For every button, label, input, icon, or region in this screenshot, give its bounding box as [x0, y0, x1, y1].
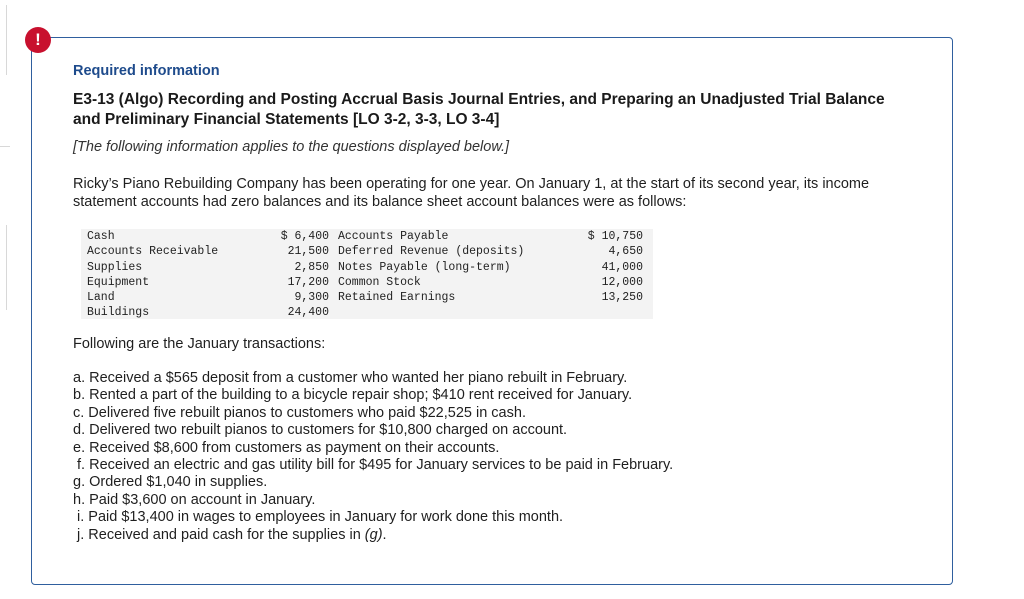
account-amount: 2,850: [294, 260, 329, 274]
transaction-item: d. Delivered two rebuilt pianos to customers for $10,800 charged on account.: [73, 422, 568, 439]
required-information-card: [31, 37, 953, 585]
account-name: Accounts Payable: [338, 230, 449, 243]
intro-paragraph: Ricky’s Piano Rebuilding Company has been operating for one year. On January 1, at the start of its second year, its income statement accounts had zero balances and its balance sheet account balances were as follows:: [73, 176, 870, 210]
account-amount: 13,250: [601, 291, 643, 305]
transaction-reference: (g): [364, 526, 383, 543]
right-account-names: [338, 229, 524, 305]
account-name: Accounts Receivable: [87, 245, 219, 259]
account-amount: 21,500: [287, 245, 329, 259]
account-name: Supplies: [87, 260, 143, 274]
transaction-item: f. Received an electric and gas utility bill for $495 for January services to be paid in February.: [73, 457, 674, 474]
account-amount: 4,650: [608, 245, 643, 259]
left-panel-edge-lower: [0, 225, 7, 310]
account-name: Notes Payable (long-term): [338, 260, 511, 274]
account-amount: 9,300: [294, 291, 329, 305]
account-amount: 12,000: [601, 275, 643, 289]
account-name: Cash: [87, 230, 115, 243]
alert-icon: !: [25, 27, 51, 53]
transaction-text: j. Received and paid cash for the supplies in: [73, 526, 365, 543]
applies-note: [The following information applies to the questions displayed below.]: [73, 139, 510, 155]
transaction-end: .: [382, 526, 387, 543]
transaction-item: i. Paid $13,400 in wages to employees in January for work done this month.: [73, 509, 564, 526]
account-amount: $ 10,750: [587, 230, 643, 243]
left-account-amounts: [272, 229, 329, 321]
transaction-item: b. Rented a part of the building to a bicycle repair shop; $410 rent received for January.: [73, 387, 633, 404]
transactions-heading: Following are the January transactions:: [73, 336, 326, 352]
transaction-item: g. Ordered $1,040 in supplies.: [73, 474, 268, 491]
transactions-list: [73, 370, 673, 544]
left-account-names: [87, 229, 218, 321]
account-name: Common Stock: [338, 275, 421, 289]
account-amount: 24,400: [287, 306, 329, 320]
account-name: Buildings: [87, 306, 150, 320]
problem-title: E3-13 (Algo) Recording and Posting Accrual Basis Journal Entries, and Preparing an Unadjusted Trial Balance and Preliminary Financial Statements [LO 3-2, 3-3, LO 3-4]: [73, 91, 885, 128]
account-name: Equipment: [87, 275, 150, 289]
account-amount: 41,000: [601, 260, 643, 274]
account-amount: 17,200: [287, 275, 329, 289]
left-panel-divider: [0, 146, 10, 147]
transaction-item: a. Received a $565 deposit from a customer who wanted her piano rebuilt in February.: [73, 370, 628, 386]
account-balances-table: [81, 229, 653, 319]
right-account-amounts: [571, 229, 643, 305]
transaction-item: [73, 527, 673, 544]
account-name: Retained Earnings: [338, 291, 456, 305]
account-name: Land: [87, 291, 115, 305]
transaction-item: h. Paid $3,600 on account in January.: [73, 491, 316, 508]
account-name: Deferred Revenue (deposits): [338, 245, 525, 259]
account-amount: $ 6,400: [280, 230, 329, 243]
transaction-item: e. Received $8,600 from customers as payment on their accounts.: [73, 439, 500, 456]
left-panel-edge: [0, 5, 7, 75]
required-information-heading: Required information: [73, 63, 220, 79]
transaction-item: c. Delivered five rebuilt pianos to customers who paid $22,525 in cash.: [73, 404, 526, 421]
